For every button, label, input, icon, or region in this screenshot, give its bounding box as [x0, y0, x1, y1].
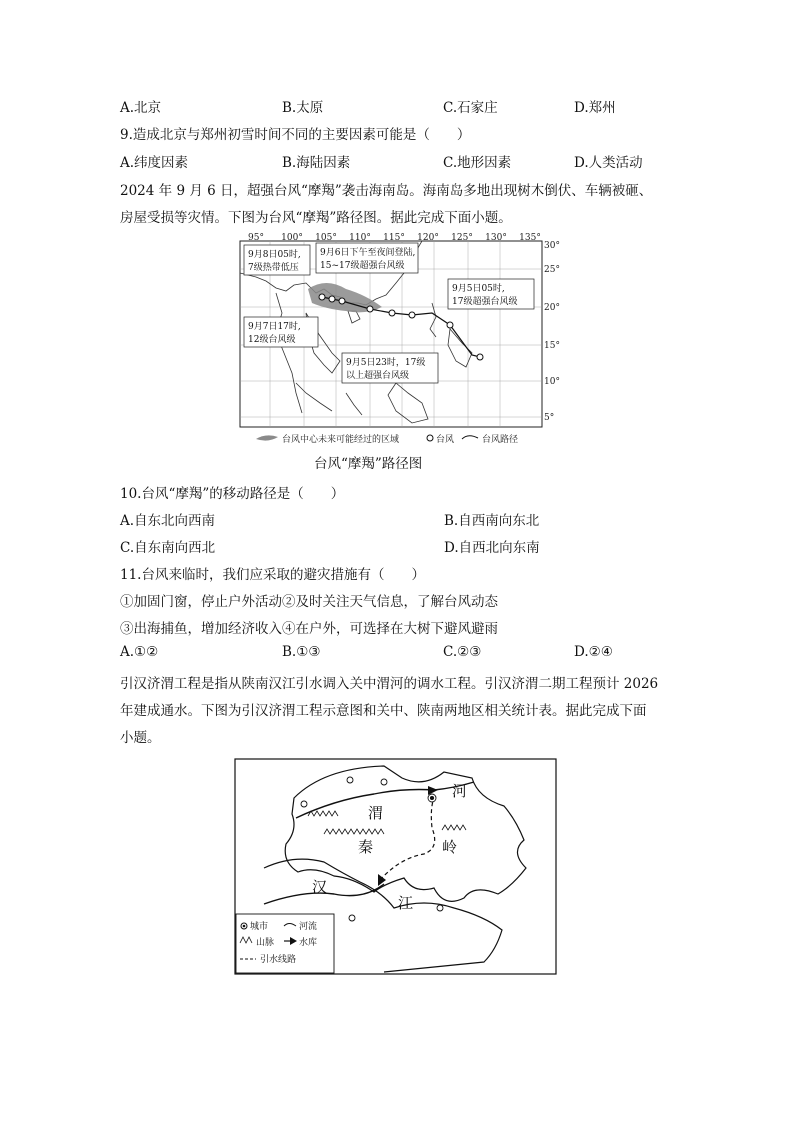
legend-path-label: 台风路径	[482, 435, 519, 445]
lat-label: 15°	[544, 341, 560, 351]
label-ling: 岭	[442, 838, 458, 856]
lat-label: 5°	[544, 413, 555, 423]
typhoon-legend	[256, 433, 518, 445]
passage2-line1: 引汉济渭工程是指从陕南汉江引水调入关中渭河的调水工程。引汉济渭二期工程预计 2026	[120, 676, 659, 692]
annotation-sep8-line2: 7级热带低压	[248, 263, 299, 273]
lat-label: 25°	[544, 265, 560, 275]
q11-stem: 11.台风来临时，我们应采取的避灾措施有（ ）	[120, 567, 425, 583]
legend-typhoon-label: 台风	[436, 435, 455, 445]
q8-option-a: A.北京	[120, 100, 162, 116]
legend-reservoir-label: 水库	[299, 938, 318, 948]
annotation-sep5a-line2: 17级超强台风级	[452, 297, 518, 307]
annotation-sep5a-line1: 9月5日05时,	[452, 284, 505, 294]
legend-area-label: 台风中心未来可能经过的区域	[282, 435, 400, 445]
q11-choice-line2: ③出海捕鱼，增加经济收入④在户外，可选择在大树下避风避雨	[120, 621, 498, 637]
lat-label: 20°	[544, 303, 560, 313]
label-jiang: 江	[398, 894, 414, 912]
legend-city-label: 城市	[250, 922, 269, 932]
passage1-line2: 房屋受损等灾情。下图为台风“摩羯”路径图。据此完成下面小题。	[120, 210, 512, 226]
legend-river-label: 河流	[299, 922, 318, 932]
q8-options	[0, 96, 794, 116]
annotation-sep8-line1: 9月8日05时,	[248, 250, 301, 260]
annotation-sep6-line1: 9月6日下午至夜间登陆,	[320, 248, 416, 258]
q8-option-d: D.郑州	[574, 100, 616, 116]
q8-option-c: C.石家庄	[443, 100, 498, 116]
q11-option-a: A.①②	[120, 644, 159, 660]
lon-label: 105°	[315, 233, 337, 243]
q9-option-a: A.纬度因素	[120, 155, 189, 171]
q10-option-c: C.自东南向西北	[120, 540, 216, 556]
lon-label: 120°	[417, 233, 439, 243]
label-he: 河	[452, 782, 468, 800]
q11-options	[0, 644, 794, 664]
q10-option-b: B.自西南向东北	[444, 513, 540, 529]
label-wei: 渭	[368, 804, 384, 822]
annotation-sep5b-line1: 9月5日23时，17级	[346, 358, 426, 368]
typhoon-map-caption: 台风“摩羯”路径图	[314, 456, 423, 472]
lon-label: 115°	[383, 233, 405, 243]
lon-label: 100°	[281, 233, 303, 243]
q9-option-b: B.海陆因素	[282, 155, 351, 171]
annotation-sep7-line1: 9月7日17时,	[248, 322, 301, 332]
q9-option-c: C.地形因素	[443, 155, 512, 171]
passage1-line1: 2024 年 9 月 6 日，超强台风“摩羯”袭击海南岛。海南岛多地出现树木倒伏、车辆被砸、	[120, 183, 653, 199]
lon-label: 125°	[451, 233, 473, 243]
lat-label: 10°	[544, 377, 560, 387]
label-qin: 秦	[358, 838, 374, 856]
q9-options	[0, 151, 794, 171]
legend-route-label: 引水线路	[260, 955, 297, 965]
annotation-sep5b-line2: 以上超强台风级	[346, 371, 410, 381]
passage2-line2: 年建成通水。下图为引汉济渭工程示意图和关中、陕南两地区相关统计表。据此完成下面	[120, 703, 647, 719]
q8-option-b: B.太原	[282, 100, 324, 116]
q11-option-d: D.②④	[574, 644, 613, 660]
typhoon-path-map	[236, 233, 566, 448]
legend-mountain-label: 山脉	[256, 938, 275, 948]
q10-option-d: D.自西北向东南	[444, 540, 540, 556]
water-transfer-map	[234, 758, 558, 976]
lat-label: 30°	[544, 241, 560, 251]
lon-label: 95°	[248, 233, 264, 243]
passage2-line3: 小题。	[120, 730, 161, 746]
lon-label: 130°	[485, 233, 507, 243]
lon-label: 110°	[349, 233, 371, 243]
q10-stem: 10.台风“摩羯”的移动路径是（ ）	[120, 486, 345, 502]
q9-option-d: D.人类活动	[574, 155, 643, 171]
annotation-sep7-line2: 12级台风级	[248, 335, 296, 345]
map-legend	[236, 914, 334, 973]
annotation-sep6-line2: 15~17级超强台风级	[320, 261, 405, 271]
q11-choice-line1: ①加固门窗，停止户外活动②及时关注天气信息，了解台风动态	[120, 594, 498, 610]
q11-option-b: B.①③	[282, 644, 321, 660]
label-han: 汉	[312, 878, 328, 896]
lon-label: 135°	[519, 233, 541, 243]
q11-option-c: C.②③	[443, 644, 482, 660]
q9-stem: 9.造成北京与郑州初雪时间不同的主要因素可能是（ ）	[120, 127, 471, 143]
q10-option-a: A.自东北向西南	[120, 513, 216, 529]
